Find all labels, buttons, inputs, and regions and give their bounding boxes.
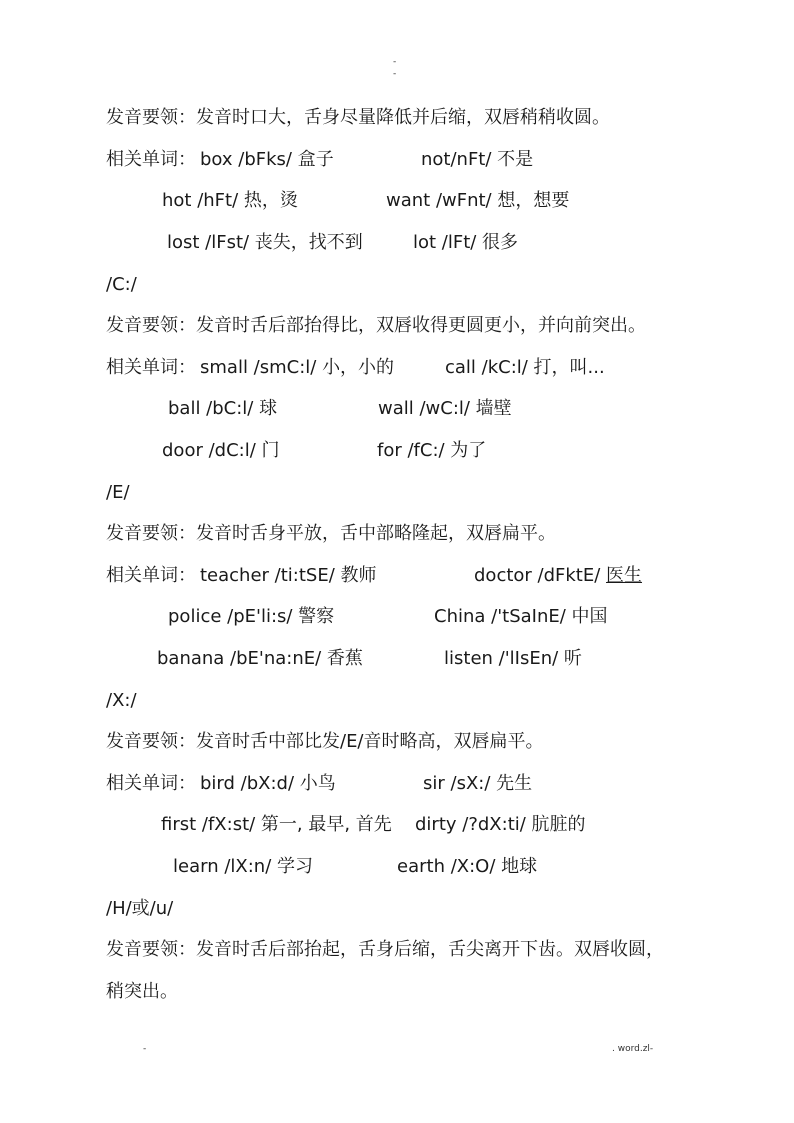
- word-entry: for /fC:/ 为了: [377, 440, 487, 461]
- header-mark: -: [393, 69, 397, 79]
- word-meaning: 医生: [606, 565, 643, 586]
- word-entry: learn /lX:n/ 学习: [173, 856, 313, 877]
- word-entry: lot /lFt/ 很多: [413, 232, 519, 253]
- word-entry: ball /bC:l/ 球: [168, 398, 278, 419]
- pronunciation-tip: 发音要领：发音时舌后部抬得比，双唇收得更圆更小，并向前突出。: [106, 315, 646, 336]
- pronunciation-tip: 发音要领：发音时舌中部比发/E/音时略高，双唇扁平。: [106, 731, 544, 752]
- word-entry: lost /lFst/ 丧失，找不到: [167, 232, 363, 253]
- word-entry: China /'tSaInE/ 中国: [434, 606, 608, 627]
- word-entry: call /kC:l/ 打，叫...: [445, 357, 605, 378]
- word-entry: first /fX:st/ 第一, 最早, 首先: [161, 814, 392, 835]
- pronunciation-tip: 发音要领：发音时口大，舌身尽量降低并后缩，双唇稍稍收圆。: [106, 107, 610, 128]
- related-words-label: 相关单词：: [106, 773, 196, 794]
- word-entry: want /wFnt/ 想，想要: [386, 190, 570, 211]
- footer-mark: -: [143, 1044, 147, 1054]
- word-entry: small /smC:l/ 小，小的: [200, 357, 395, 378]
- word-entry: sir /sX:/ 先生: [423, 773, 533, 794]
- word-entry: bird /bX:d/ 小鸟: [200, 773, 336, 794]
- phonetic-symbol: /E/: [106, 482, 130, 503]
- header-mark: -: [393, 57, 397, 67]
- word-entry: wall /wC:l/ 墙壁: [378, 398, 512, 419]
- pronunciation-tip: 发音要领：发音时舌后部抬起，舌身后缩，舌尖离开下齿。双唇收圆，: [106, 939, 664, 960]
- word-entry: not/nFt/ 不是: [421, 149, 534, 170]
- word-entry: hot /hFt/ 热，烫: [162, 190, 298, 211]
- word-entry: listen /'lIsEn/ 听: [444, 648, 582, 669]
- related-words-label: 相关单词：: [106, 357, 196, 378]
- word-entry: teacher /ti:tSE/ 教师: [200, 565, 377, 586]
- word-entry: police /pE'li:s/ 警察: [168, 606, 335, 627]
- footer-text: . word.zl-: [612, 1044, 654, 1054]
- phonetic-symbol: /X:/: [106, 690, 137, 711]
- word-entry: earth /X:O/ 地球: [397, 856, 538, 877]
- word-entry: banana /bE'na:nE/ 香蕉: [157, 648, 363, 669]
- phonetic-symbol: /H/或/u/: [106, 898, 174, 919]
- pronunciation-tip-continued: 稍突出。: [106, 981, 178, 1002]
- word-entry: dirty /?dX:ti/ 肮脏的: [415, 814, 586, 835]
- phonetic-symbol: /C:/: [106, 274, 137, 295]
- word-entry: [474, 565, 642, 587]
- word-entry: door /dC:l/ 门: [162, 440, 280, 461]
- related-words-label: 相关单词：: [106, 149, 196, 170]
- word-entry: box /bFks/ 盒子: [200, 149, 334, 170]
- pronunciation-tip: 发音要领：发音时舌身平放，舌中部略隆起，双唇扁平。: [106, 523, 556, 544]
- word-text: doctor /dFktE/: [474, 565, 607, 586]
- related-words-label: 相关单词：: [106, 565, 196, 586]
